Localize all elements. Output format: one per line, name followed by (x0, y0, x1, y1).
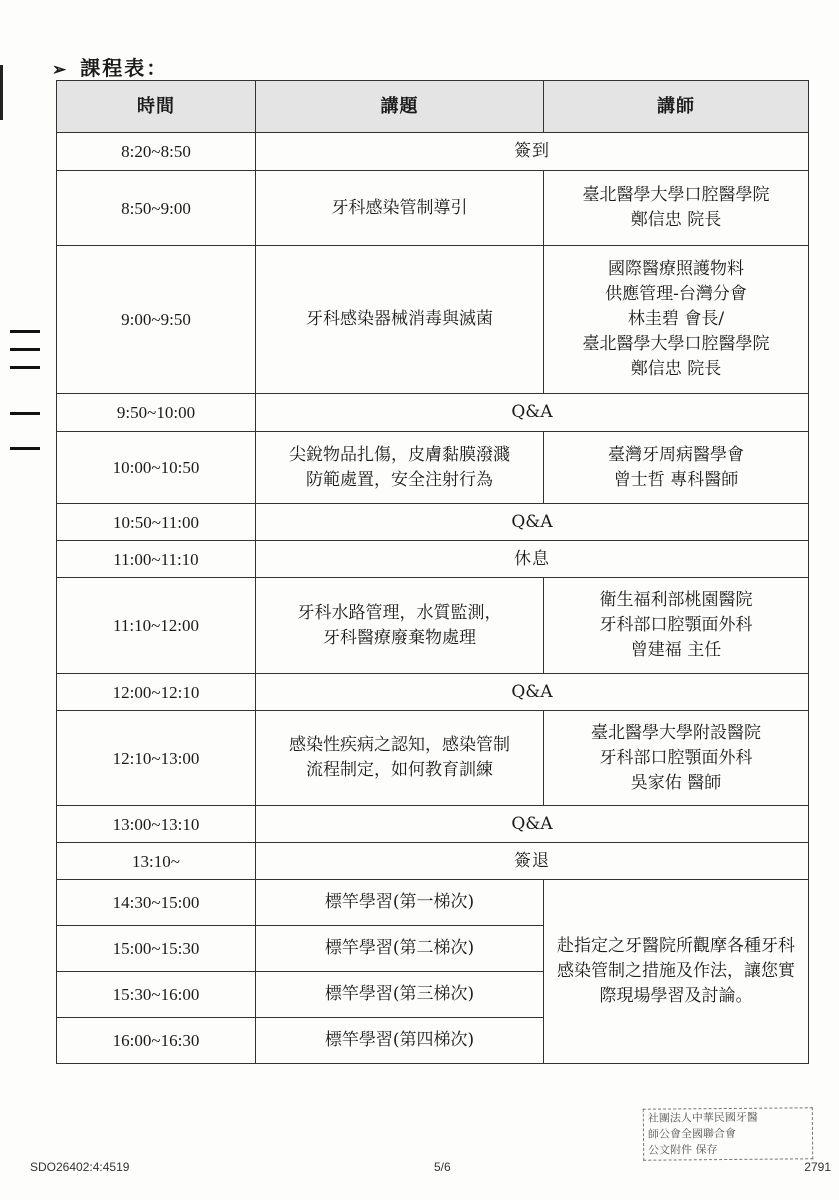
span-cell: 簽到 (256, 133, 809, 171)
scan-edge-mark (0, 65, 3, 120)
speaker-cell: 國際醫療照護物料 供應管理-台灣分會 林圭碧 會長/ 臺北醫學大學口腔醫學院 鄭信忠 院長 (544, 246, 809, 394)
time-cell: 15:00~15:30 (57, 926, 256, 972)
topic-cell: 牙科感染管制導引 (256, 171, 544, 246)
topic-cell: 感染性疾病之認知，感染管制 流程制定，如何教育訓練 (256, 711, 544, 806)
archive-stamp (643, 1107, 813, 1160)
table-row (57, 133, 809, 171)
table-row (57, 674, 809, 711)
speaker-cell: 臺北醫學大學口腔醫學院 鄭信忠 院長 (544, 171, 809, 246)
table-row (57, 541, 809, 578)
topic-cell: 尖銳物品扎傷，皮膚黏膜潑濺 防範處置，安全注射行為 (256, 432, 544, 504)
speaker-cell: 臺北醫學大學附設醫院 牙科部口腔顎面外科 吳家佑 醫師 (544, 711, 809, 806)
time-cell: 12:00~12:10 (57, 674, 256, 711)
time-cell: 10:00~10:50 (57, 432, 256, 504)
table-row (57, 504, 809, 541)
topic-cell: 標竿學習(第二梯次) (256, 926, 544, 972)
table-row (57, 578, 809, 674)
time-cell: 15:30~16:00 (57, 972, 256, 1018)
page-number: 5/6 (434, 1160, 451, 1174)
arrow-bullet-icon: ➢ (52, 60, 69, 80)
time-cell: 14:30~15:00 (57, 880, 256, 926)
speaker-cell: 衛生福利部桃園醫院 牙科部口腔顎面外科 曾建福 主任 (544, 578, 809, 674)
span-cell: 簽退 (256, 843, 809, 880)
stamp-line: 社團法人中華民國牙醫 (647, 1110, 758, 1125)
topic-cell: 牙科水路管理，水質監測， 牙科醫療廢棄物處理 (256, 578, 544, 674)
section-title: 課程表： (80, 56, 169, 80)
binding-mark (10, 348, 40, 351)
serial-number: 2791 (804, 1160, 831, 1174)
topic-cell: 牙科感染器械消毒與滅菌 (256, 246, 544, 394)
stamp-line: 師公會全國聯合會 (647, 1126, 737, 1141)
table-header-row (57, 81, 809, 133)
topic-cell: 標竿學習(第三梯次) (256, 972, 544, 1018)
time-cell: 12:10~13:00 (57, 711, 256, 806)
stamp-line: 公文附件 保存 (648, 1143, 718, 1157)
time-cell: 11:00~11:10 (57, 541, 256, 578)
span-cell: Q&A (256, 806, 809, 843)
time-cell: 16:00~16:30 (57, 1018, 256, 1064)
time-cell: 9:00~9:50 (57, 246, 256, 394)
time-cell: 11:10~12:00 (57, 578, 256, 674)
speaker-cell: 臺灣牙周病醫學會 曾士哲 專科醫師 (544, 432, 809, 504)
time-cell: 9:50~10:00 (57, 394, 256, 432)
binding-mark (10, 412, 40, 415)
topic-cell: 標竿學習(第四梯次) (256, 1018, 544, 1064)
header-topic: 講題 (256, 81, 544, 133)
time-cell: 8:50~9:00 (57, 171, 256, 246)
span-cell: Q&A (256, 674, 809, 711)
topic-cell: 標竿學習(第一梯次) (256, 880, 544, 926)
table-row (57, 880, 809, 926)
table-row (57, 843, 809, 880)
span-cell: Q&A (256, 504, 809, 541)
span-cell: Q&A (256, 394, 809, 432)
span-cell: 休息 (256, 541, 809, 578)
header-speaker: 講師 (544, 81, 809, 133)
document-code: SDO26402:4:4519 (30, 1160, 130, 1174)
table-row (57, 432, 809, 504)
time-cell: 10:50~11:00 (57, 504, 256, 541)
practice-note-cell: 赴指定之牙醫院所觀摩各種牙科感染管制之措施及作法，讓您實際現場學習及討論。 (544, 880, 809, 1064)
binding-mark (10, 366, 40, 369)
table-row (57, 711, 809, 806)
binding-mark (10, 447, 40, 450)
table-row (57, 394, 809, 432)
header-time: 時間 (57, 81, 256, 133)
binding-mark (10, 330, 40, 333)
time-cell: 13:00~13:10 (57, 806, 256, 843)
section-heading (52, 52, 168, 81)
table-row (57, 171, 809, 246)
table-row (57, 806, 809, 843)
time-cell: 13:10~ (57, 843, 256, 880)
table-row (57, 246, 809, 394)
time-cell: 8:20~8:50 (57, 133, 256, 171)
schedule-table (56, 80, 809, 1064)
